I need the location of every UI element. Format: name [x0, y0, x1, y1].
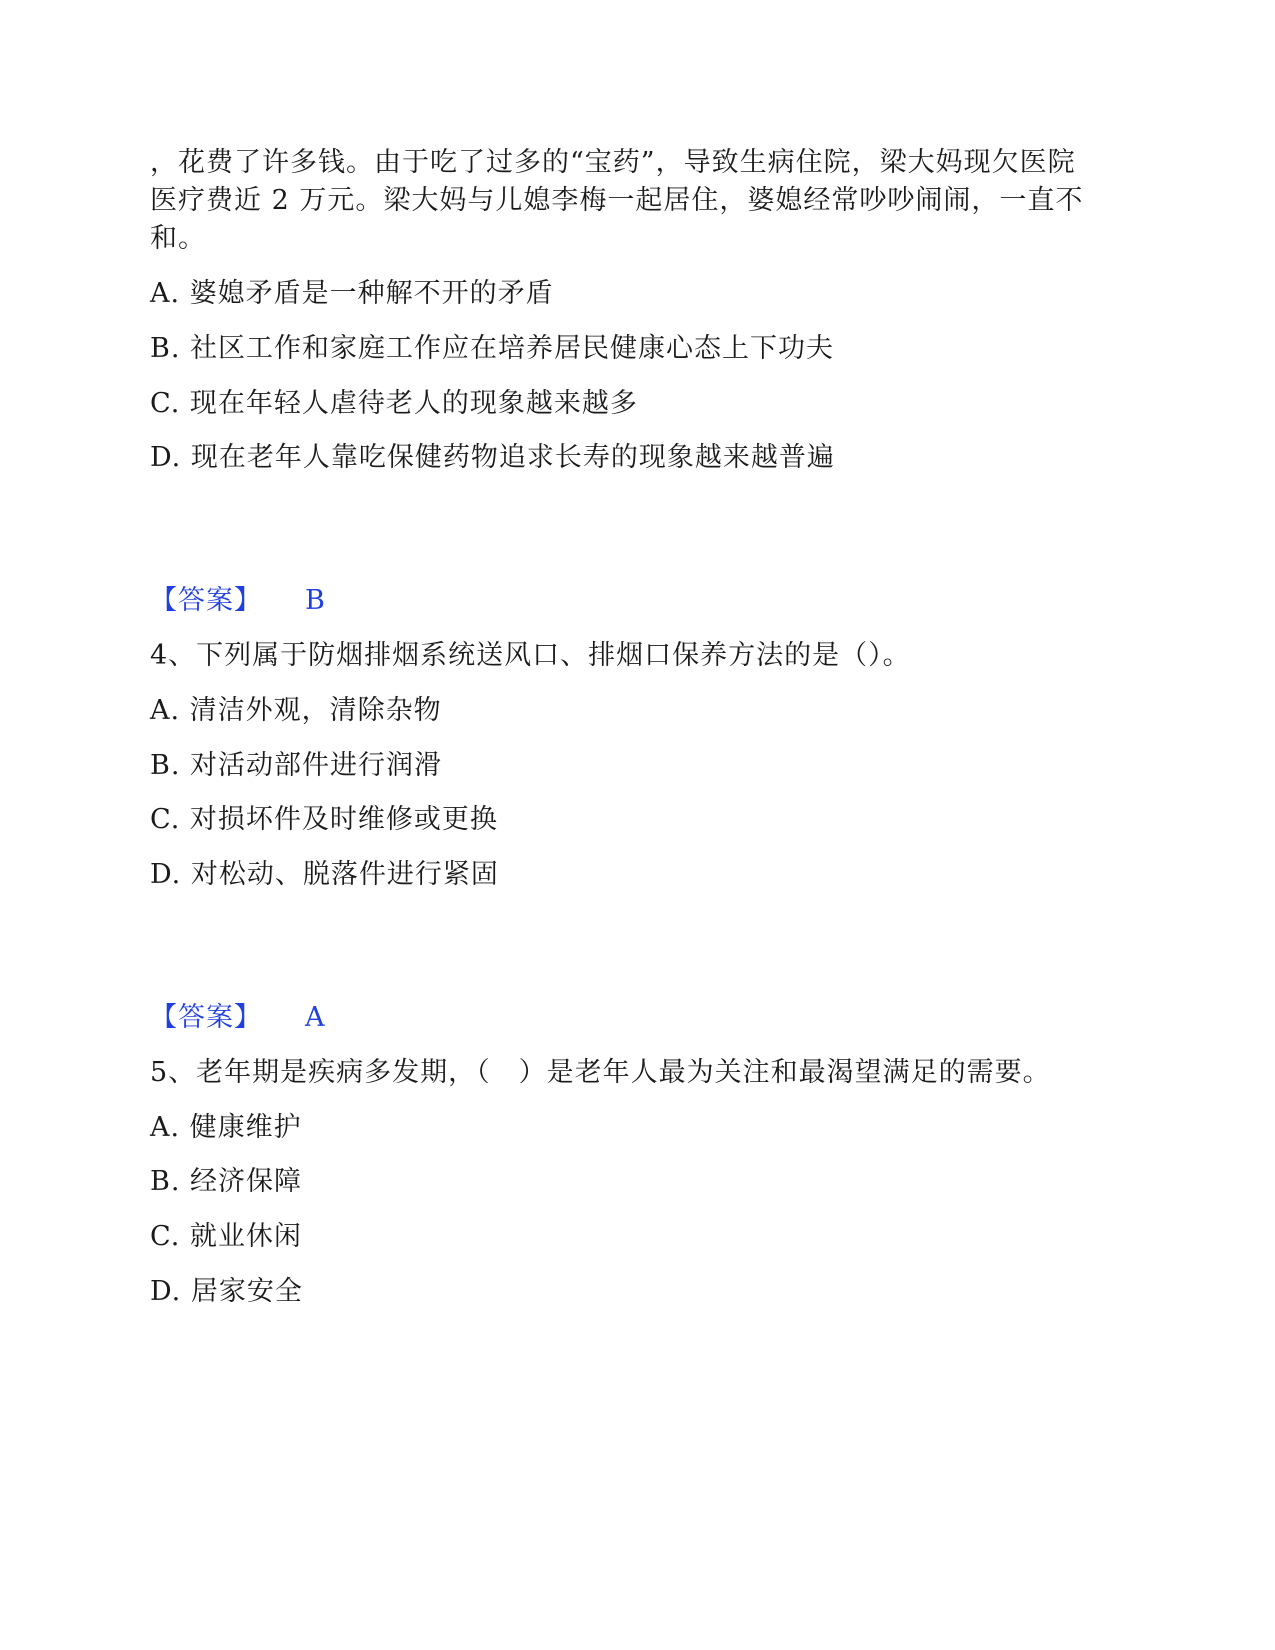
q4-answer — [150, 998, 390, 1038]
q4-option-a: A. 清洁外观，清除杂物 — [150, 695, 442, 726]
q5-option-a: A. 健康维护 — [150, 1112, 302, 1143]
q3-answer-label: 【答案】 — [150, 585, 262, 616]
q4-option-d: D. 对松动、脱落件进行紧固 — [150, 859, 499, 890]
q4-option-b: B. 对活动部件进行润滑 — [150, 750, 443, 781]
q3-passage-line-1: ，花费了许多钱。由于吃了过多的“宝药”，导致生病住院，梁大妈现欠医院 — [150, 147, 1076, 178]
q5-option-d: D. 居家安全 — [150, 1276, 303, 1307]
q4-answer-value: A — [305, 1002, 326, 1033]
q5-option-c: C. 就业休闲 — [150, 1221, 302, 1252]
q3-passage-line-3: 和。 — [150, 223, 206, 254]
q3-answer-value: B — [305, 585, 326, 616]
q3-option-c: C. 现在年轻人虐待老人的现象越来越多 — [150, 388, 638, 419]
q4-answer-label: 【答案】 — [150, 1002, 262, 1033]
q3-option-a: A. 婆媳矛盾是一种解不开的矛盾 — [150, 278, 554, 309]
q4-question: 4、下列属于防烟排烟系统送风口、排烟口保养方法的是（）。 — [150, 640, 911, 671]
q5-option-b: B. 经济保障 — [150, 1166, 303, 1197]
q5-question: 5、老年期是疾病多发期，（ ）是老年人最为关注和最渴望满足的需要。 — [150, 1057, 1051, 1088]
q3-answer — [150, 581, 390, 621]
q4-option-c: C. 对损坏件及时维修或更换 — [150, 804, 498, 835]
q3-option-d: D. 现在老年人靠吃保健药物追求长寿的现象越来越普遍 — [150, 442, 835, 473]
q3-passage-line-2: 医疗费近 2 万元。梁大妈与儿媳李梅一起居住，婆媳经常吵吵闹闹，一直不 — [150, 185, 1084, 216]
q3-option-b: B. 社区工作和家庭工作应在培养居民健康心态上下功夫 — [150, 333, 835, 364]
